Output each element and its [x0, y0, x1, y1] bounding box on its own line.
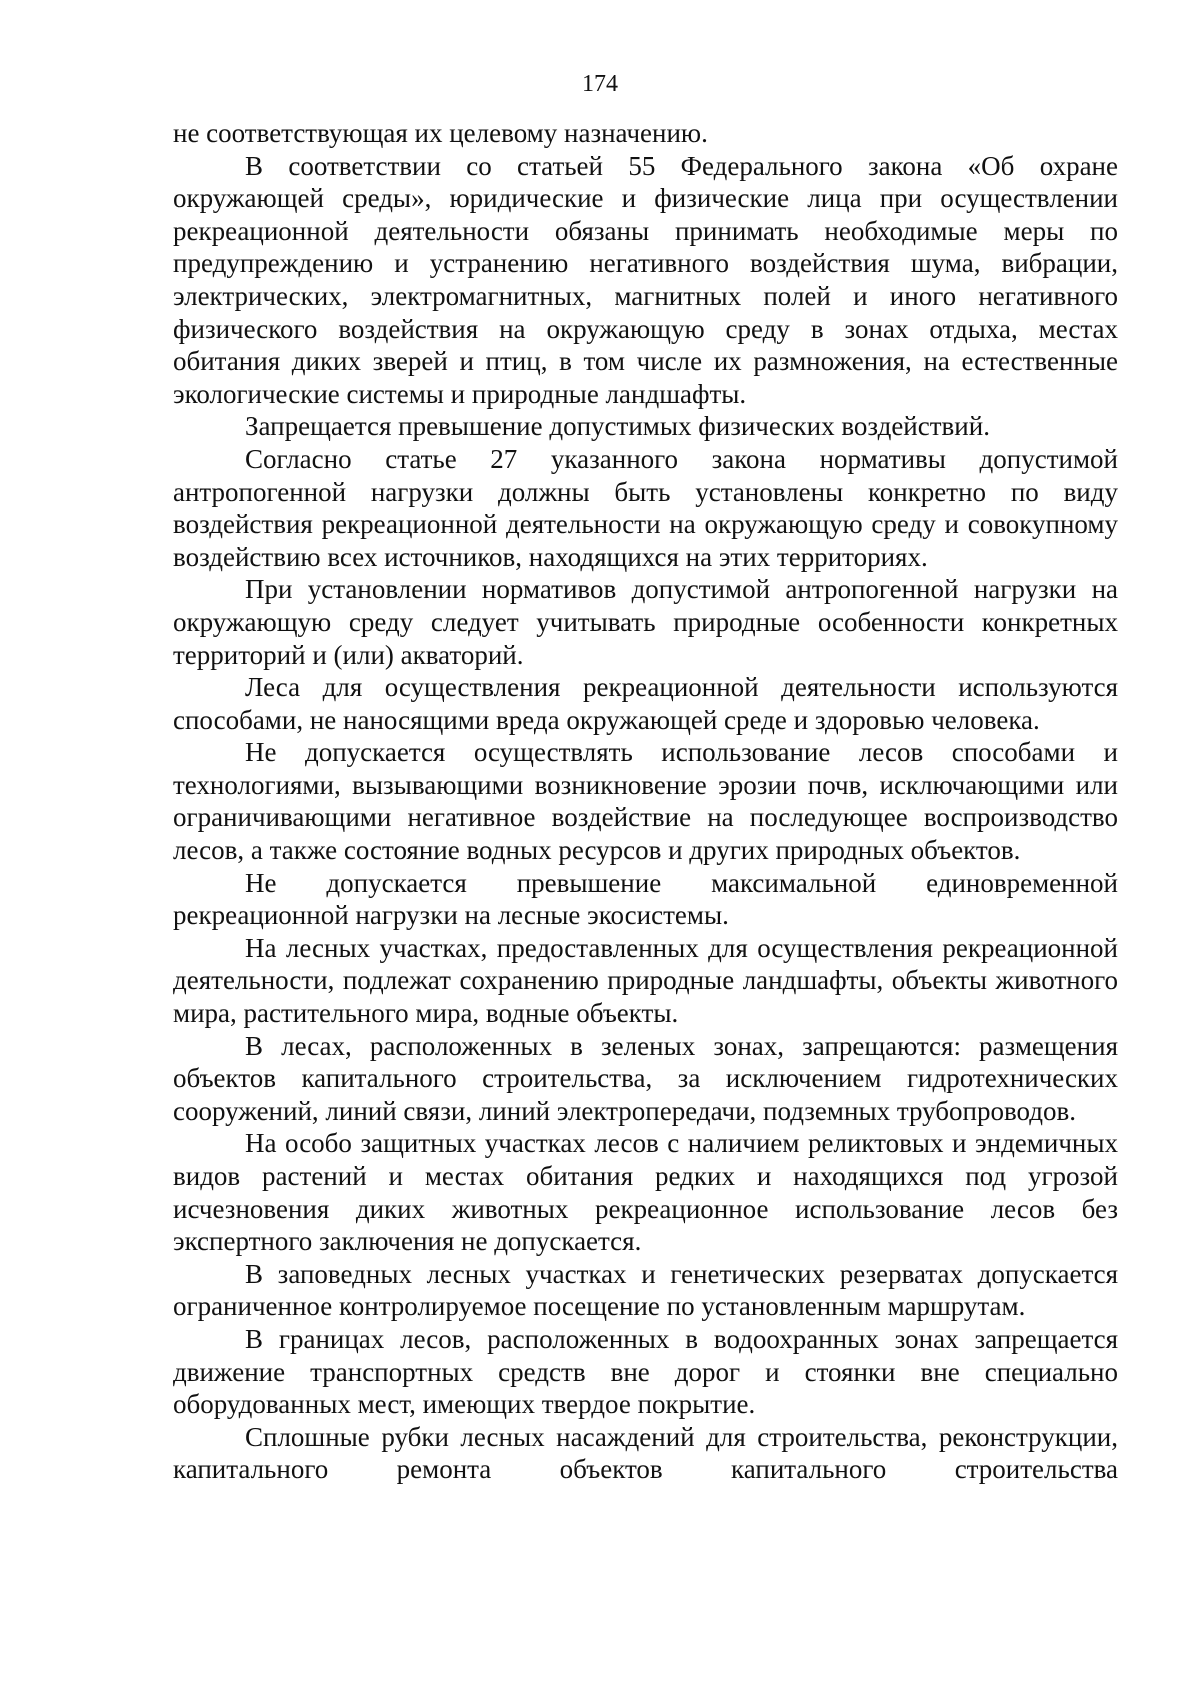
paragraph-forest-use: Леса для осуществления рекреационной деятельности используются способами, не наносящими вреда окружающей среде и здоровью человека. [173, 672, 1118, 735]
paragraph-green-zones: В лесах, расположенных в зеленых зонах, запрещаются: размещения объектов капитального строительства, за исключением гидротехнических сооружений, линий связи, линий электропередачи, подземных трубопроводов. [173, 1030, 1118, 1126]
paragraph-reserves: В заповедных лесных участках и генетических резерватах допускается ограниченное контролируемое посещение по установленным маршрутам. [173, 1258, 1118, 1322]
paragraph-protected-areas: На особо защитных участках лесов с наличием реликтовых и эндемичных видов растений и местах обитания редких и находящихся под угрозой исчезновения диких животных рекреационное использование лесов без экспертного заключения не допускается. [173, 1128, 1118, 1257]
paragraph-clear-cutting: Сплошные рубки лесных насаждений для строительства, реконструкции, капитального ремонта объектов капитального строительства [173, 1421, 1118, 1485]
body-text [173, 117, 1118, 1486]
paragraph-article-55: В соответствии со статьей 55 Федерального закона «Об охране окружающей среды», юридические и физические лица при осуществлении рекреационной деятельности обязаны принимать необходимые меры по предупреждению и устранению негативного воздействия шума, вибрации, электрических, электромагнитных, магнитных полей и иного негативного физического воздействия на окружающую среду в зонах отдыха, местах обитания диких зверей и птиц, в том числе их размножения, на естественные экологические системы и природные ландшафты. [173, 150, 1118, 409]
paragraph-erosion: Не допускается осуществлять использование лесов способами и технологиями, вызывающими возникновение эрозии почв, исключающими или ограничивающими негативное воздействие на последующее воспроизводство лесов, а также состояние водных ресурсов и других природных объектов. [173, 737, 1118, 866]
page-number: 174 [582, 71, 618, 97]
paragraph-preservation: На лесных участках, предоставленных для осуществления рекреационной деятельности, подлежат сохранению природные ландшафты, объекты животного мира, растительного мира, водные объекты. [173, 932, 1118, 1029]
paragraph-max-load: Не допускается превышение максимальной единовременной рекреационной нагрузки на лесные экосистемы. [173, 867, 1118, 931]
paragraph-water-zones: В границах лесов, расположенных в водоохранных зонах запрещается движение транспортных средств вне дорог и стоянки вне специально оборудованных мест, имеющих твердое покрытие. [173, 1323, 1118, 1420]
paragraph-article-27: Согласно статье 27 указанного закона нормативы допустимой антропогенной нагрузки должны быть установлены конкретно по виду воздействия рекреационной деятельности на окружающую среду и совокупному воздействию всех источников, находящихся на этих территориях. [173, 443, 1118, 572]
paragraph-norms: При установлении нормативов допустимой антропогенной нагрузки на окружающую среду следует учитывать природные особенности конкретных территорий и (или) акваторий. [173, 574, 1118, 670]
paragraph-prohibition-physical: Запрещается превышение допустимых физических воздействий. [245, 411, 990, 442]
paragraph-continuation: не соответствующая их целевому назначению. [173, 118, 708, 148]
